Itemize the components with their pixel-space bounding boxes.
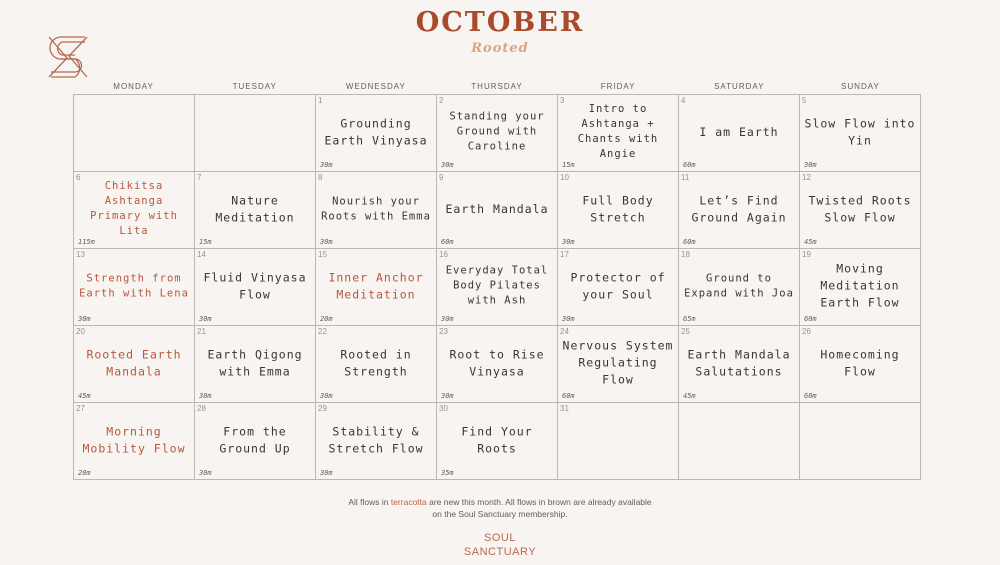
calendar-day-cell bbox=[800, 403, 921, 480]
class-title: Strength from Earth with Lena bbox=[79, 272, 189, 300]
day-number: 23 bbox=[439, 327, 448, 336]
day-number: 26 bbox=[802, 327, 811, 336]
legend-line-2: on the Soul Sanctuary membership. bbox=[432, 509, 568, 519]
brand-line-2: SANCTUARY bbox=[463, 546, 537, 558]
calendar-day-cell[interactable] bbox=[679, 172, 800, 249]
class-duration: 30m bbox=[804, 161, 817, 169]
class-duration: 30m bbox=[199, 469, 212, 477]
calendar-day-cell[interactable] bbox=[679, 249, 800, 326]
calendar-day-cell[interactable] bbox=[74, 249, 195, 326]
calendar-day-cell bbox=[679, 403, 800, 480]
brand-line-1: SOUL bbox=[484, 532, 516, 544]
day-number: 20 bbox=[76, 327, 85, 336]
class-duration: 60m bbox=[804, 392, 817, 400]
class-duration: 30m bbox=[441, 315, 454, 323]
class-title: Twisted Roots Slow Flow bbox=[808, 193, 912, 225]
calendar-day-cell[interactable] bbox=[679, 95, 800, 172]
day-number: 15 bbox=[318, 250, 327, 259]
class-duration: 30m bbox=[441, 161, 454, 169]
page-title: OCTOBER bbox=[415, 7, 585, 38]
weekday-label: TUESDAY bbox=[232, 82, 277, 91]
class-title: Let’s Find Ground Again bbox=[691, 193, 787, 225]
day-number: 9 bbox=[439, 173, 444, 182]
class-duration: 45m bbox=[78, 392, 91, 400]
class-title: Everyday Total Body Pilates with Ash bbox=[445, 264, 549, 307]
class-duration: 30m bbox=[562, 238, 575, 246]
calendar-grid bbox=[73, 94, 921, 480]
day-number: 25 bbox=[681, 327, 690, 336]
class-title: Chikitsa Ashtanga Primary with Lita bbox=[90, 179, 178, 237]
calendar-day-cell[interactable] bbox=[316, 403, 437, 480]
class-title: Stability & Stretch Flow bbox=[328, 424, 424, 456]
class-duration: 15m bbox=[199, 238, 212, 246]
calendar-day-cell[interactable] bbox=[437, 249, 558, 326]
calendar-day-cell[interactable] bbox=[74, 326, 195, 403]
class-duration: 60m bbox=[441, 238, 454, 246]
weekday-header-row bbox=[73, 82, 921, 91]
day-number: 3 bbox=[560, 96, 565, 105]
class-duration: 15m bbox=[562, 161, 575, 169]
day-number: 12 bbox=[802, 173, 811, 182]
calendar-day-cell[interactable] bbox=[437, 403, 558, 480]
day-number: 21 bbox=[197, 327, 206, 336]
legend-terracotta-word: terracotta bbox=[390, 497, 427, 507]
day-number: 24 bbox=[560, 327, 569, 336]
class-title: From the Ground Up bbox=[219, 424, 291, 456]
weekday-label: THURSDAY bbox=[471, 82, 523, 91]
calendar-day-cell[interactable] bbox=[558, 95, 679, 172]
class-duration: 30m bbox=[78, 315, 91, 323]
day-number: 18 bbox=[681, 250, 690, 259]
calendar-day-cell[interactable] bbox=[316, 172, 437, 249]
day-number: 28 bbox=[197, 404, 206, 413]
calendar-day-cell[interactable] bbox=[316, 249, 437, 326]
class-duration: 60m bbox=[804, 315, 817, 323]
calendar-day-cell[interactable] bbox=[558, 249, 679, 326]
class-title: Protector of your Soul bbox=[570, 270, 666, 302]
day-number: 7 bbox=[197, 173, 202, 182]
class-duration: 30m bbox=[199, 392, 212, 400]
class-duration: 45m bbox=[683, 392, 696, 400]
calendar-day-cell[interactable] bbox=[195, 249, 316, 326]
calendar-day-cell[interactable] bbox=[558, 172, 679, 249]
calendar-day-cell[interactable] bbox=[800, 326, 921, 403]
calendar-day-cell[interactable] bbox=[437, 95, 558, 172]
class-title: Root to Rise Vinyasa bbox=[449, 347, 545, 379]
class-title: Find Your Roots bbox=[461, 424, 533, 456]
day-number: 8 bbox=[318, 173, 323, 182]
day-number: 27 bbox=[76, 404, 85, 413]
class-duration: 60m bbox=[562, 392, 575, 400]
day-number: 13 bbox=[76, 250, 85, 259]
day-number: 29 bbox=[318, 404, 327, 413]
class-title: Nature Meditation bbox=[215, 193, 295, 225]
class-title: Moving Meditation Earth Flow bbox=[820, 261, 900, 310]
class-duration: 20m bbox=[78, 469, 91, 477]
class-title: Nourish your Roots with Emma bbox=[321, 195, 431, 223]
weekday-label: MONDAY bbox=[113, 82, 154, 91]
class-title: Rooted Earth Mandala bbox=[86, 347, 182, 379]
brand-wordmark bbox=[0, 531, 1000, 559]
calendar-day-cell[interactable] bbox=[437, 172, 558, 249]
calendar-day-cell[interactable] bbox=[195, 172, 316, 249]
day-number: 1 bbox=[318, 96, 323, 105]
page-subtitle: Rooted bbox=[471, 41, 529, 56]
day-number: 19 bbox=[802, 250, 811, 259]
calendar-day-cell[interactable] bbox=[800, 95, 921, 172]
calendar-day-cell[interactable] bbox=[679, 326, 800, 403]
class-duration: 30m bbox=[320, 161, 333, 169]
class-duration: 30m bbox=[320, 392, 333, 400]
class-title: Inner Anchor Meditation bbox=[328, 270, 424, 302]
class-title: Ground to Expand with Joa bbox=[684, 272, 794, 300]
class-title: Fluid Vinyasa Flow bbox=[203, 270, 307, 302]
class-title: Standing your Ground with Caroline bbox=[449, 110, 545, 153]
legend-text-end: are new this month. All flows in brown are already available bbox=[426, 497, 652, 507]
class-title: Homecoming Flow bbox=[820, 347, 900, 379]
class-duration: 30m bbox=[562, 315, 575, 323]
calendar-day-cell[interactable] bbox=[74, 403, 195, 480]
day-number: 2 bbox=[439, 96, 444, 105]
calendar-day-cell[interactable] bbox=[437, 326, 558, 403]
day-number: 4 bbox=[681, 96, 686, 105]
day-number: 5 bbox=[802, 96, 807, 105]
class-title: Earth Qigong with Emma bbox=[207, 347, 303, 379]
class-duration: 30m bbox=[320, 469, 333, 477]
class-duration: 65m bbox=[683, 315, 696, 323]
class-duration: 30m bbox=[199, 315, 212, 323]
calendar-day-cell[interactable] bbox=[800, 249, 921, 326]
calendar-day-cell[interactable] bbox=[316, 326, 437, 403]
calendar-day-cell[interactable] bbox=[800, 172, 921, 249]
calendar-day-cell[interactable] bbox=[195, 326, 316, 403]
day-number: 14 bbox=[197, 250, 206, 259]
calendar-day-cell[interactable] bbox=[74, 172, 195, 249]
day-number: 22 bbox=[318, 327, 327, 336]
calendar-day-cell bbox=[195, 95, 316, 172]
class-title: Earth Mandala bbox=[445, 202, 549, 217]
class-title: Slow Flow into Yin bbox=[804, 116, 916, 148]
class-duration: 45m bbox=[804, 238, 817, 246]
class-title: I am Earth bbox=[699, 125, 779, 140]
day-number: 30 bbox=[439, 404, 448, 413]
day-number: 17 bbox=[560, 250, 569, 259]
calendar-day-cell[interactable] bbox=[558, 326, 679, 403]
weekday-label: SATURDAY bbox=[714, 82, 765, 91]
day-number: 10 bbox=[560, 173, 569, 182]
class-duration: 115m bbox=[78, 238, 95, 246]
class-title: Rooted in Strength bbox=[340, 347, 412, 379]
class-duration: 30m bbox=[320, 238, 333, 246]
day-number: 6 bbox=[76, 173, 81, 182]
class-title: Intro to Ashtanga + Chants with Angie bbox=[577, 102, 659, 160]
class-duration: 60m bbox=[683, 238, 696, 246]
calendar-day-cell bbox=[74, 95, 195, 172]
class-duration: 35m bbox=[441, 469, 454, 477]
day-number: 11 bbox=[681, 173, 690, 182]
class-duration: 60m bbox=[683, 161, 696, 169]
day-number: 16 bbox=[439, 250, 448, 259]
day-number: 31 bbox=[560, 404, 569, 413]
calendar-day-cell[interactable] bbox=[316, 95, 437, 172]
class-duration: 30m bbox=[441, 392, 454, 400]
legend-note bbox=[0, 496, 1000, 520]
class-title: Earth Mandala Salutations bbox=[687, 347, 791, 379]
class-title: Full Body Stretch bbox=[582, 193, 654, 225]
class-title: Grounding Earth Vinyasa bbox=[324, 116, 428, 148]
class-title: Nervous System Regulating Flow bbox=[562, 338, 674, 387]
legend-text-start: All flows in bbox=[348, 497, 391, 507]
weekday-label: FRIDAY bbox=[600, 82, 636, 91]
class-duration: 20m bbox=[320, 315, 333, 323]
weekday-label: SUNDAY bbox=[841, 82, 880, 91]
weekday-label: WEDNESDAY bbox=[345, 82, 406, 91]
calendar-day-cell[interactable] bbox=[195, 403, 316, 480]
class-title: Morning Mobility Flow bbox=[82, 424, 186, 456]
calendar-day-cell bbox=[558, 403, 679, 480]
